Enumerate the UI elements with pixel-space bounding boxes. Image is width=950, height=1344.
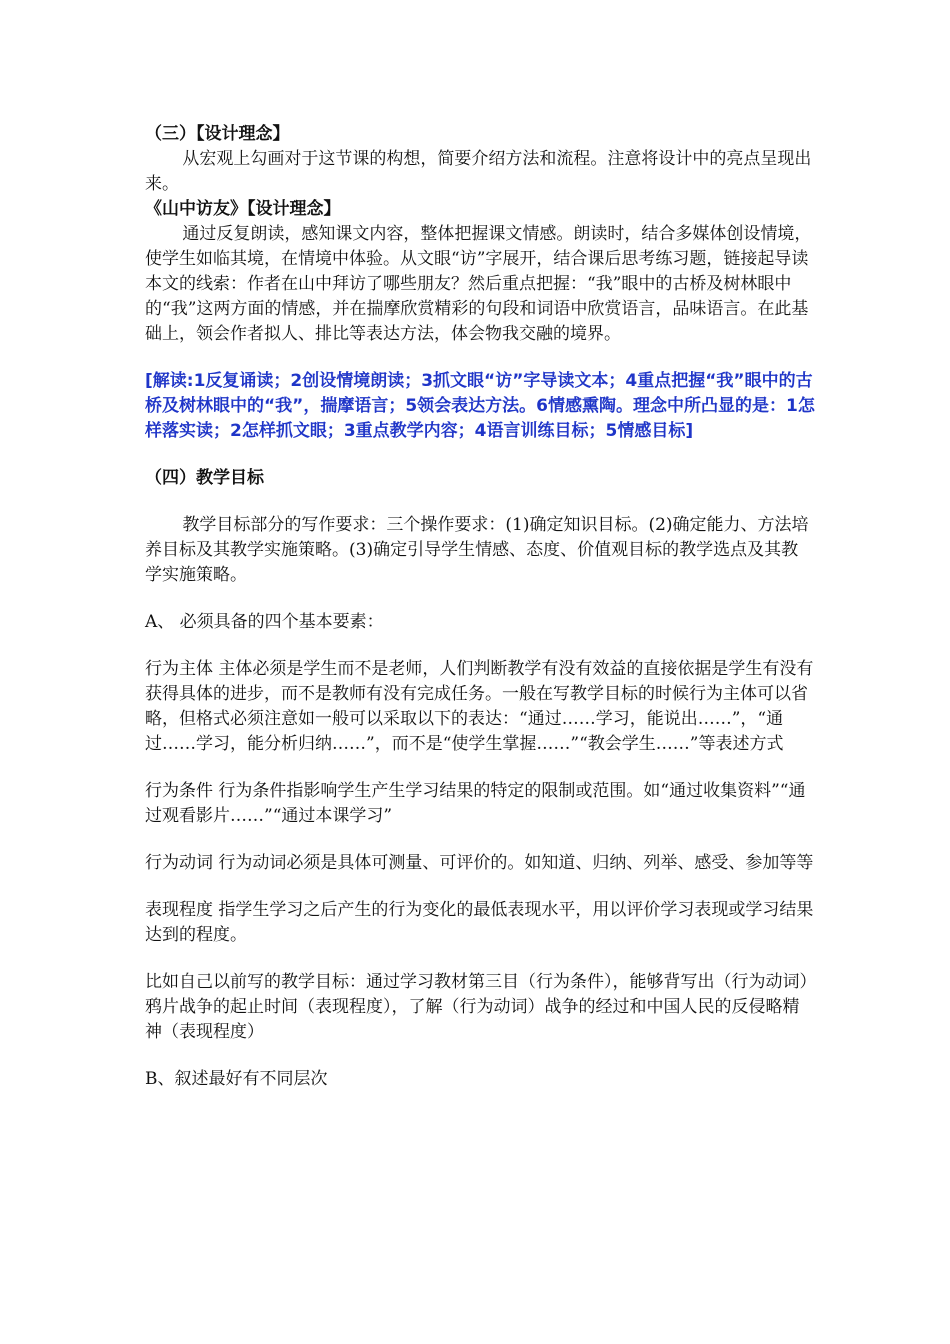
example-heading: 《山中访友》【设计理念】 (145, 199, 341, 219)
section4-heading: （四）教学目标 (145, 468, 264, 488)
behavior-subject: 行为主体 主体必须是学生而不是老师，人们判断教学有没有效益的直接依据是学生有没有获得具体的进步，而不是教师有没有完成任务。一般在写教学目标的时候行为主体可以省略，但格式必须注意如一般可以采取以下的表达：“通过……学习，能说出……”，“通过……学习，能分析归纳……”，而不是“使学生掌握……”“教会学生……”等表述方式 (145, 659, 814, 754)
behavior-condition: 行为条件 行为条件指影响学生产生学习结果的特定的限制或范围。如“通过收集资料”“通过观看影片……”“通过本课学习” (145, 781, 806, 826)
analysis-note: [解读:1反复诵读；2创设情境朗读；3抓文眼“访”字导读文本；4重点把握“我”眼中的古桥及树林眼中的“我”，揣摩语言；5领会表达方法。6情感熏陶。理念中所凸显的是：1怎样落实读；2怎样抓文眼；3重点教学内容；4语言训练目标；5情感目标] (145, 371, 815, 441)
section3-heading: （三）【设计理念】 (145, 124, 290, 144)
performance-level: 表现程度 指学生学习之后产生的行为变化的最低表现水平，用以评价学习表现或学习结果达到的程度。 (145, 900, 814, 945)
elements-heading: A、 必须具备的四个基本要素： (145, 612, 384, 632)
example-body: 通过反复朗读，感知课文内容，整体把握课文情感。朗读时，结合多媒体创设情境，使学生如临其境，在情境中体验。从文眼“访”字展开，结合课后思考练习题，链接起导读本文的线索：作者在山中拜访了哪些朋友？然后重点把握：“我”眼中的古桥及树林眼中的“我”这两方面的情感，并在揣摩欣赏精彩的句段和词语中欣赏语言，品味语言。在此基础上，领会作者拟人、排比等表达方法，体会物我交融的境界。 (145, 224, 812, 344)
behavior-verb: 行为动词 行为动词必须是具体可测量、可评价的。如知道、归纳、列举、感受、参加等等 (145, 853, 814, 873)
levels-heading: B、叙述最好有不同层次 (145, 1069, 328, 1089)
document-page (145, 122, 815, 1092)
example-goal: 比如自己以前写的教学目标：通过学习教材第三目（行为条件），能够背写出（行为动词）鸦片战争的起止时间（表现程度），了解（行为动词）战争的经过和中国人民的反侵略精神（表现程度） (145, 972, 808, 1042)
section3-intro: 从宏观上勾画对于这节课的构想，简要介绍方法和流程。注意将设计中的亮点呈现出来。 (145, 149, 812, 194)
goal-requirements: 教学目标部分的写作要求：三个操作要求：(1)确定知识目标。(2)确定能力、方法培养目标及其教学实施策略。(3)确定引导学生情感、态度、价值观目标的教学选点及其教学实施策略。 (145, 515, 809, 585)
